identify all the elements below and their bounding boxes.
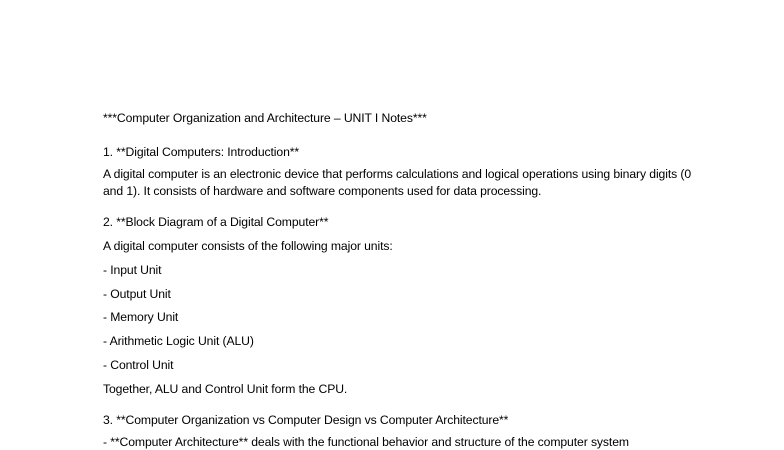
section-3-heading: 3. **Computer Organization vs Computer Design vs Computer Architecture**: [103, 413, 509, 427]
list-item-memory-unit: - Memory Unit: [103, 310, 179, 324]
section-1-paragraph: A digital computer is an electronic device that performs calculations and logical operations using binary digits (0 and 1). It consists of hardware and software components used for data processing.: [103, 167, 692, 198]
list-item-output-unit: - Output Unit: [103, 287, 171, 301]
section-1-heading: 1. **Digital Computers: Introduction**: [103, 145, 300, 159]
list-item-input-unit: - Input Unit: [103, 263, 162, 277]
section-2-heading: 2. **Block Diagram of a Digital Computer**: [103, 215, 329, 229]
list-item-control-unit: - Control Unit: [103, 358, 174, 372]
section-3-partial-line: - **Computer Architecture** deals with the functional behavior and structure of the computer system: [103, 435, 629, 449]
list-item-alu: - Arithmetic Logic Unit (ALU): [103, 334, 254, 348]
section-2-intro: A digital computer consists of the following major units:: [103, 239, 393, 253]
section-2-closing: Together, ALU and Control Unit form the CPU.: [103, 382, 348, 396]
document-title: ***Computer Organization and Architecture – UNIT I Notes***: [103, 111, 427, 125]
